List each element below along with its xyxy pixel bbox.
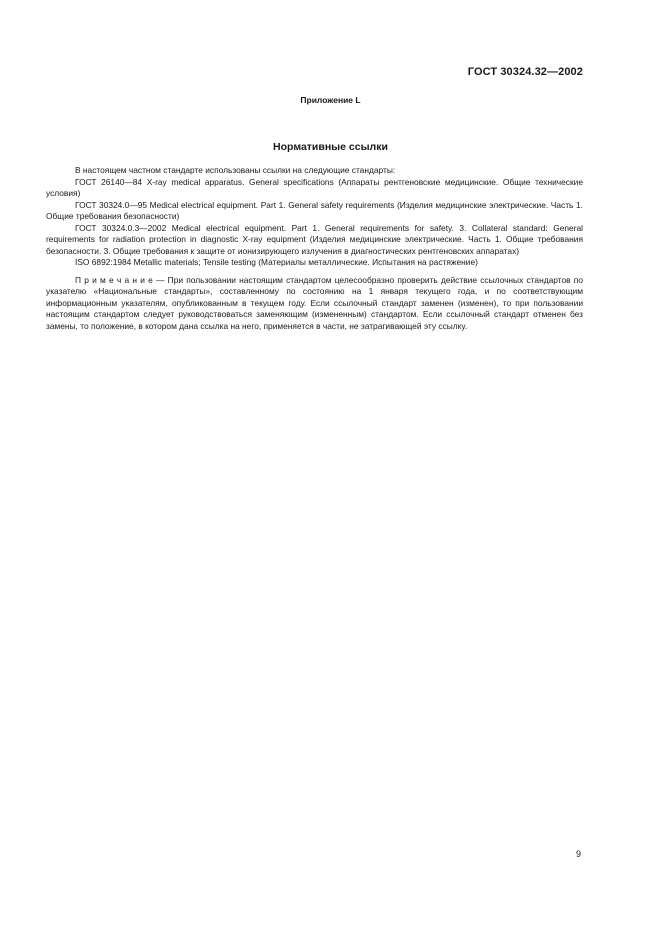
note-text: — При пользовании настоящим стандартом целесообразно проверить действие ссылочных стандартов по указателю «Национальные стандарты», составленному по состоянию на 1 января текущего года, и по соответствующим информационным указателям, опубликованным в текущем году. Если ссылочный стандарт заменен (изменен), то при пользовании настоящим стандартом следует руководствоваться заменяющим (измененным) стандартом. Если ссылочный стандарт отменен без замены, то положение, в котором дана ссылка на него, применяется в части, не затрагивающей эту ссылку. <box>46 274 583 331</box>
body-text <box>46 165 583 332</box>
intro-paragraph: В настоящем частном стандарте использованы ссылки на следующие стандарты: <box>75 165 396 175</box>
note-paragraph <box>46 275 583 333</box>
appendix-title: Приложение L <box>300 95 361 105</box>
note-label: П р и м е ч а н и е <box>75 274 153 285</box>
reference-item: ГОСТ 30324.0.3—2002 Medical electrical equipment. Part 1. General requirements for safety. 3. Collateral standard: General requirements for radiation protection in diagnostic X-ray equipment (Изделия медицинские электрические. Часть 1. Общие требования безопасности. 3. Общие требования к защите от ионизирующего излучения в диагностических рентгеновских аппаратах) <box>46 222 583 256</box>
page-number: 9 <box>575 849 581 859</box>
reference-item: ISO 6892:1984 Metallic materials; Tensile testing (Материалы металлические. Испытания на растяжение) <box>75 257 478 267</box>
reference-item: ГОСТ 30324.0—95 Medical electrical equipment. Part 1. General safety requirements (Изделия медицинские электрические. Часть 1. Общие требования безопасности) <box>46 199 583 221</box>
section-title: Нормативные ссылки <box>273 141 388 153</box>
document-code: ГОСТ 30324.32—2002 <box>467 66 583 78</box>
reference-item: ГОСТ 26140—84 X-ray medical apparatus. General specifications (Аппараты рентгеновские медицинские. Общие технические условия) <box>46 176 583 198</box>
